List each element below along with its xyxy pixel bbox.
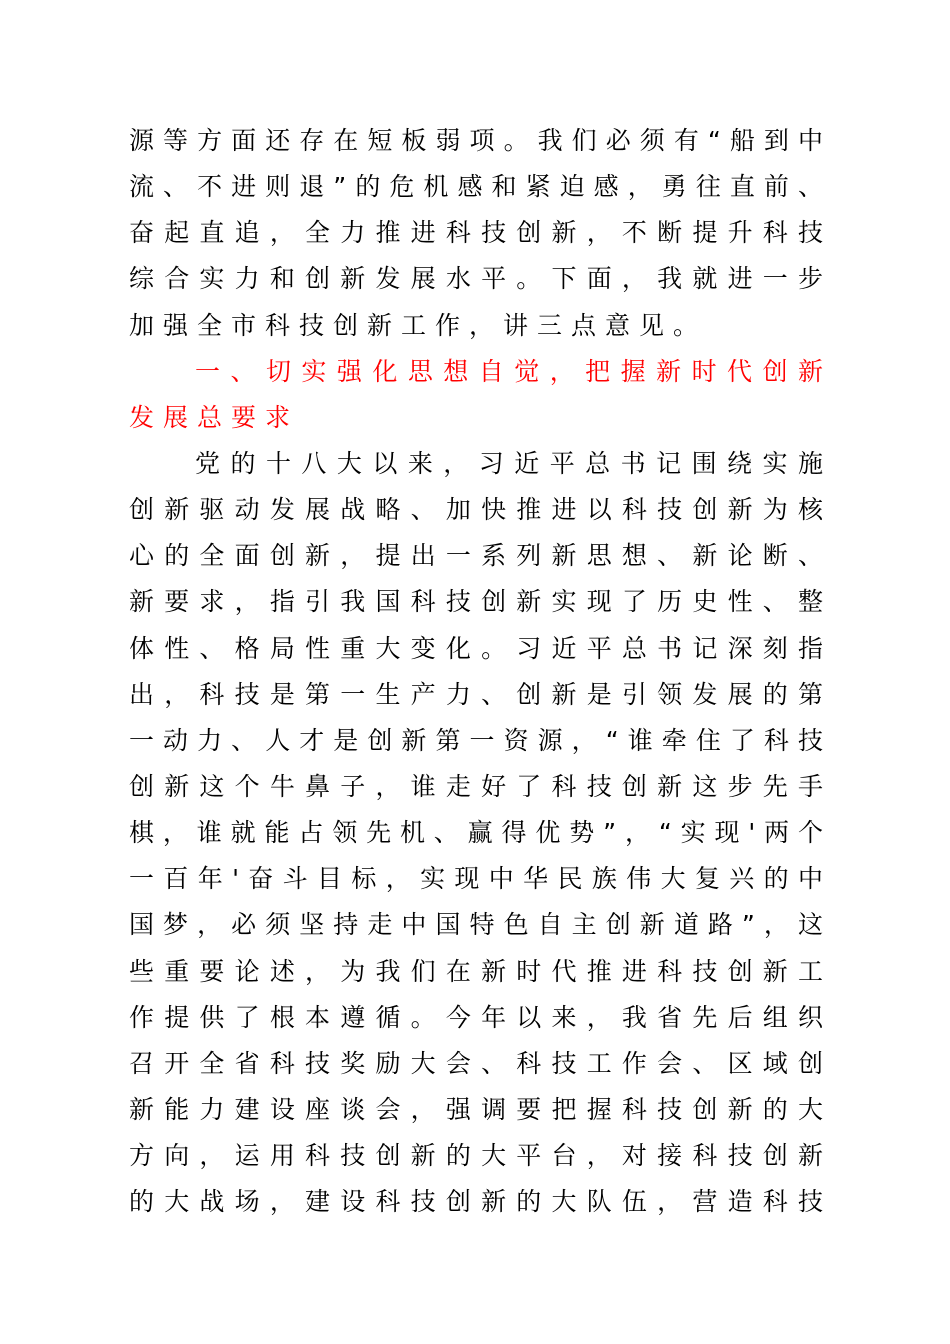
paragraph-line: 些重要论述，为我们在新时代推进科技创新工 [129, 956, 823, 986]
paragraph-line: 体性、格局性重大变化。习近平总书记深刻指 [129, 633, 823, 663]
paragraph-line: 流、不进则退”的危机感和紧迫感，勇往直前、 [129, 172, 823, 202]
paragraph-line: 棋，谁就能占领先机、赢得优势”，“实现'两个 [129, 818, 823, 848]
paragraph-line: 召开全省科技奖励大会、科技工作会、区域创 [129, 1048, 823, 1078]
paragraph-line: 新能力建设座谈会，强调要把握科技创新的大 [129, 1094, 823, 1124]
section-heading: 一、切实强化思想自觉，把握新时代创新 [195, 356, 823, 386]
paragraph-line: 出，科技是第一生产力、创新是引领发展的第 [129, 679, 823, 709]
document-body [129, 118, 823, 1225]
paragraph-line: 创新驱动发展战略、加快推进以科技创新为核 [129, 495, 823, 525]
paragraph-line: 奋起直追，全力推进科技创新，不断提升科技 [129, 218, 823, 248]
paragraph-line: 创新这个牛鼻子，谁走好了科技创新这步先手 [129, 771, 823, 801]
paragraph-line: 新要求，指引我国科技创新实现了历史性、整 [129, 587, 823, 617]
section-heading: 发展总要求 [129, 402, 300, 432]
paragraph-line: 心的全面创新，提出一系列新思想、新论断、 [129, 541, 823, 571]
paragraph-line: 综合实力和创新发展水平。下面，我就进一步 [129, 264, 823, 294]
paragraph-line: 方向，运用科技创新的大平台，对接科技创新 [129, 1141, 823, 1171]
paragraph-line: 一百年'奋斗目标，实现中华民族伟大复兴的中 [129, 864, 823, 894]
paragraph-line: 源等方面还存在短板弱项。我们必须有“船到中 [129, 126, 823, 155]
paragraph-line: 国梦，必须坚持走中国特色自主创新道路”，这 [129, 910, 823, 940]
paragraph-line: 党的十八大以来，习近平总书记围绕实施 [195, 448, 823, 478]
paragraph-line: 加强全市科技创新工作，讲三点意见。 [129, 310, 708, 340]
paragraph-line: 一动力、人才是创新第一资源，“谁牵住了科技 [129, 725, 823, 755]
paragraph-line: 作提供了根本遵循。今年以来，我省先后组织 [129, 1002, 823, 1032]
paragraph-line: 的大战场，建设科技创新的大队伍，营造科技 [129, 1187, 823, 1217]
